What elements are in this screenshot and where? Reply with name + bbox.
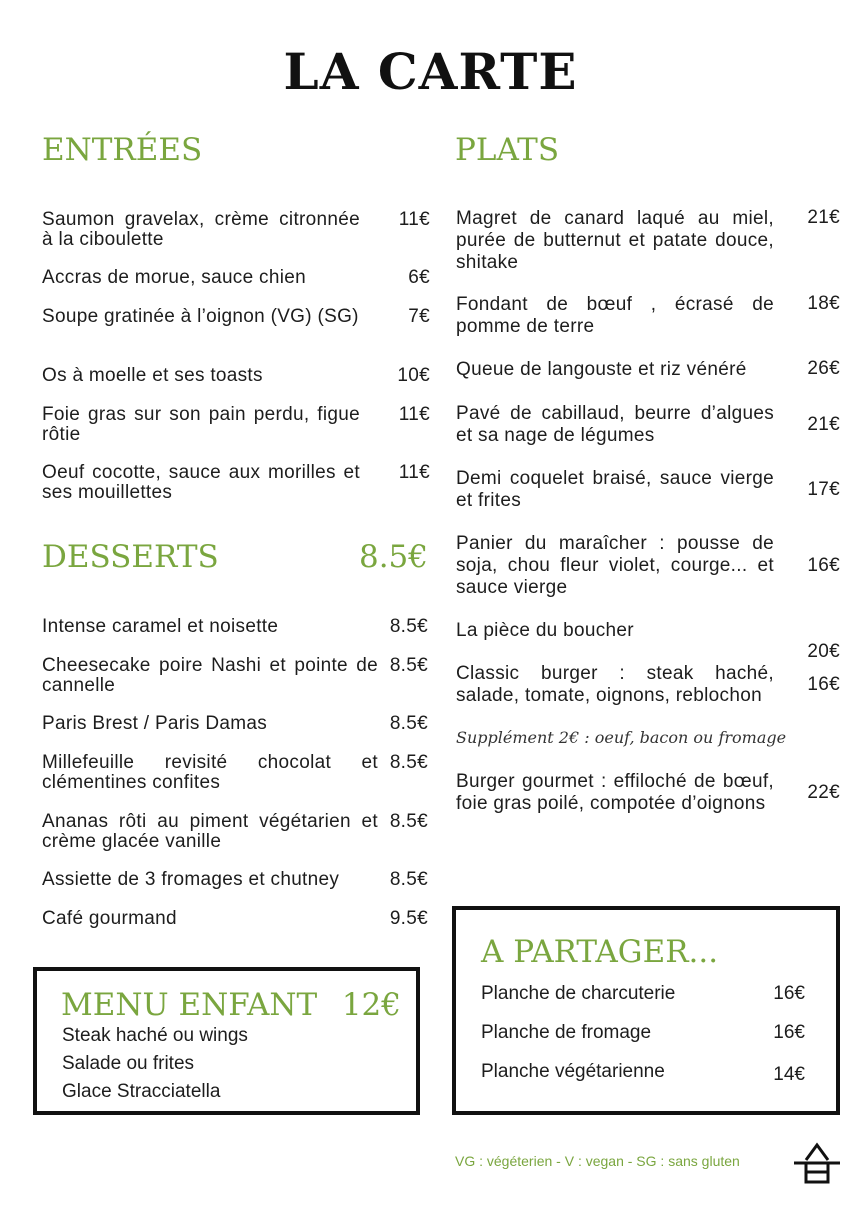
menu-item [481, 1061, 805, 1086]
item-name: Soupe gratinée à l’oignon (VG) (SG) [42, 306, 359, 327]
menu-item [456, 533, 840, 599]
item-price: 7€ [408, 306, 430, 327]
menu-item [42, 714, 428, 734]
page-title: LA CARTE [283, 42, 578, 101]
item-price: 11€ [398, 462, 430, 483]
item-price: 10€ [397, 365, 430, 386]
item-price: 11€ [398, 209, 430, 230]
item-name: Planche de fromage [481, 1022, 652, 1043]
item-name: Saumon gravelax, crème citronnée à la ciboulette [42, 209, 360, 250]
supplement-note: Supplément 2€ : oeuf, bacon ou fromage [456, 728, 787, 747]
desserts-price: 8.5€ [358, 539, 428, 575]
menu-item [456, 663, 840, 707]
item-price: 6€ [408, 267, 430, 288]
menu-item [481, 1022, 805, 1044]
item-price: 14€ [773, 1064, 805, 1085]
item-price: 18€ [807, 293, 840, 314]
menu-item [456, 468, 840, 512]
item-name: Magret de canard laqué au miel, purée de butternut et patate douce, shitake [456, 208, 774, 273]
item-name: Queue de langouste et riz vénéré [456, 359, 747, 380]
menu-item [42, 909, 428, 929]
item-price: 16€ [773, 1022, 805, 1043]
item-name: Os à moelle et ses toasts [42, 365, 263, 386]
menu-item [42, 812, 428, 852]
menu-item [456, 208, 840, 274]
item-name: Assiette de 3 fromages et chutney [42, 869, 340, 890]
item-name: Panier du maraîcher : pousse de soja, chou fleur violet, courge... et sauce vierge [456, 533, 774, 598]
menu-item [42, 268, 430, 288]
item-name: Intense caramel et noisette [42, 616, 279, 637]
item-name: Millefeuille revisité chocolat et clémentines confites [42, 752, 378, 793]
item-price: 8.5€ [389, 616, 428, 637]
item-price: 21€ [807, 414, 840, 435]
menu-enfant-box [33, 967, 420, 1115]
item-name: Accras de morue, sauce chien [42, 267, 306, 288]
menu-item [42, 617, 428, 637]
item-price: 26€ [807, 358, 840, 379]
item-name: Café gourmand [42, 908, 177, 929]
house-logo-icon [792, 1140, 842, 1185]
menu-item [42, 656, 428, 696]
menu-item [456, 294, 840, 338]
menu-item [456, 403, 840, 447]
item-price: 8.5€ [389, 655, 428, 676]
item-name: Paris Brest / Paris Damas [42, 713, 267, 734]
item-name: Ananas rôti au piment végétarien et crème glacée vanille [42, 811, 378, 852]
plats-title: PLATS [455, 132, 560, 168]
item-name: Foie gras sur son pain perdu, figue rôtie [42, 404, 360, 445]
item-price: 16€ [807, 555, 840, 576]
item-price: 16€ [773, 983, 805, 1004]
item-price: 17€ [807, 479, 840, 500]
menu-item [42, 366, 430, 386]
entrees-title: ENTRÉES [42, 132, 203, 168]
item-name: Demi coquelet braisé, sauce vierge et frites [456, 468, 774, 511]
item-name: Planche de charcuterie [481, 983, 676, 1004]
menu-item [456, 359, 840, 381]
desserts-title: DESSERTS [42, 539, 219, 575]
menu-item [456, 771, 840, 815]
item-name: Planche végétarienne [481, 1061, 665, 1082]
menu-enfant-title: MENU ENFANT [61, 987, 318, 1023]
item-price: 20€ [807, 641, 840, 662]
item-name: Cheesecake poire Nashi et pointe de cannelle [42, 655, 378, 696]
item-name: La pièce du boucher [456, 620, 634, 641]
menu-enfant-header [61, 987, 401, 1023]
menu-item [481, 983, 805, 1005]
menu-item [42, 870, 428, 890]
item-price: 21€ [807, 207, 840, 228]
item-price: 8.5€ [389, 869, 428, 890]
menu-item [42, 405, 430, 445]
a-partager-title: A PARTAGER... [481, 934, 719, 970]
item-name: Oeuf cocotte, sauce aux morilles et ses mouillettes [42, 462, 360, 503]
item-price: 8.5€ [389, 811, 428, 832]
menu-item [456, 620, 840, 662]
item-price: 11€ [398, 404, 430, 425]
item-price: 22€ [807, 782, 840, 803]
item-name: Burger gourmet : effiloché de bœuf, foie gras poilé, compotée d’oignons [456, 771, 774, 814]
a-partager-box [452, 906, 840, 1115]
menu-enfant-price: 12€ [341, 987, 401, 1023]
menu-item [42, 753, 428, 793]
item-price: 16€ [807, 674, 840, 695]
item-name: Pavé de cabillaud, beurre d’algues et sa nage de légumes [456, 403, 774, 446]
menu-enfant-line: Glace Stracciatella [62, 1081, 221, 1102]
diet-legend: VG : végéterien - V : vegan - SG : sans gluten [455, 1153, 740, 1169]
item-price: 8.5€ [389, 752, 428, 773]
desserts-header [42, 539, 428, 575]
menu-item [42, 463, 430, 503]
item-price: 8.5€ [389, 713, 428, 734]
item-price: 9.5€ [389, 908, 428, 929]
item-name: Classic burger : steak haché, salade, tomate, oignons, reblochon [456, 663, 774, 706]
menu-item [42, 210, 430, 250]
item-name: Fondant de bœuf , écrasé de pomme de terre [456, 294, 774, 337]
menu-enfant-line: Salade ou frites [62, 1053, 195, 1074]
menu-enfant-line: Steak haché ou wings [62, 1025, 248, 1046]
menu-item [42, 307, 430, 327]
